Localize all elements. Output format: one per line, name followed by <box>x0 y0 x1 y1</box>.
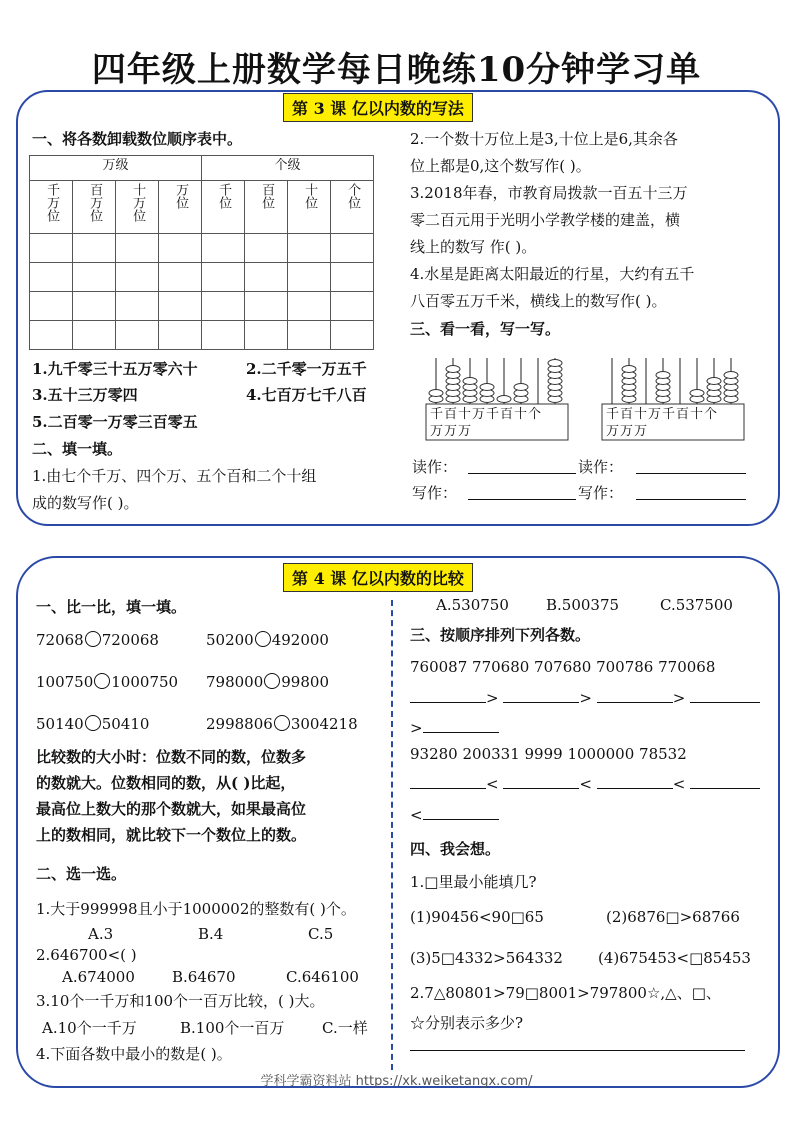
col-qianwan: 千万位 <box>30 181 73 234</box>
l3-q3-line3: 线上的数写 作( )。 <box>410 238 537 256</box>
abacus-right-labels-2: 万万万 <box>606 424 649 439</box>
l4-section4-title: 四、我会想。 <box>410 840 501 858</box>
col-qian: 千位 <box>202 181 245 234</box>
compare-2: 50200 492000 <box>206 631 329 649</box>
compare-3: 100750 1000750 <box>36 673 179 691</box>
item-5: 5.二百零一万零三百零五 <box>32 413 198 431</box>
item-3: 3.五十三万零四 <box>32 386 138 404</box>
order-row-1: 760087 770680 707680 700786 770068 <box>410 658 716 676</box>
lesson4-header: 第 4 课 亿以内数的比较 <box>283 563 473 592</box>
choice-2-a[interactable]: A.674000 <box>62 968 135 986</box>
col-wan: 万位 <box>159 181 202 234</box>
group-ge: 个级 <box>202 156 374 181</box>
column-divider <box>391 600 393 1070</box>
choice-3-c[interactable]: C.一样 <box>322 1019 368 1037</box>
abacus-left-labels: 千百十万千百十个 <box>430 407 543 422</box>
answer-blank[interactable] <box>423 718 499 733</box>
page-title: 四年级上册数学每日晚练10分钟学习单 <box>91 50 702 90</box>
answer-blank[interactable] <box>410 688 486 703</box>
l3-q3-line1: 3.2018年春，市教育局拨款一百五十三万 <box>410 184 688 202</box>
order-row-2: 93280 200331 9999 1000000 78532 <box>410 745 687 763</box>
rule-line-2: 的数就大。位数相同的数，从( )比起， <box>36 774 296 792</box>
choice-1-c[interactable]: C.5 <box>308 925 334 943</box>
compare-5: 50140 50410 <box>36 715 150 733</box>
answer-blank[interactable] <box>597 774 673 789</box>
choice-4: 4.下面各数中最小的数是( )。 <box>36 1045 232 1063</box>
table-row <box>30 321 374 350</box>
think-2-line2: ☆分别表示多少? <box>410 1014 524 1032</box>
think-1-item-4: (4)675453<□85453 <box>598 949 751 967</box>
write-line-left[interactable] <box>468 499 576 500</box>
l3-q1-line2: 成的数写作( )。 <box>32 494 139 512</box>
abacus-left-labels-2: 万万万 <box>430 424 473 439</box>
place-value-table <box>29 155 374 350</box>
rule-line-3: 最高位上数大的那个数就大，如果最高位 <box>36 800 307 818</box>
read-line-right[interactable] <box>636 473 746 474</box>
l3-section2-title: 二、填一填。 <box>32 440 123 458</box>
choice-1: 1.大于999998且小于1000002的整数有( )个。 <box>36 900 356 918</box>
read-line-left[interactable] <box>468 473 576 474</box>
rule-line-4: 上的数相同，就比较下一个数位上的数。 <box>36 826 307 844</box>
l3-q1-line1: 1.由七个千万、四个万、五个百和二个十组 <box>32 467 317 485</box>
compare-circle[interactable] <box>94 673 110 689</box>
choice-1-a[interactable]: A.3 <box>88 925 114 943</box>
choice-1-b[interactable]: B.4 <box>198 925 224 943</box>
order-row-1-blanks: > > > <box>410 688 760 707</box>
compare-circle[interactable] <box>85 715 101 731</box>
answer-blank[interactable] <box>423 805 499 820</box>
compare-circle[interactable] <box>274 715 290 731</box>
col-baiwan: 百万位 <box>73 181 116 234</box>
think-1-item-1: (1)90456<90□65 <box>410 908 544 926</box>
choice-2-b[interactable]: B.64670 <box>172 968 236 986</box>
answer-blank[interactable] <box>503 774 579 789</box>
l3-q2-line1: 2.一个数十万位上是3,十位上是6,其余各 <box>410 130 678 148</box>
choice-3-a[interactable]: A.10个一千万 <box>42 1019 137 1037</box>
table-row <box>30 234 374 263</box>
l3-section3-title: 三、看一看，写一写。 <box>410 320 561 338</box>
order-row-2-tail: < <box>410 805 499 824</box>
item-1: 1.九千零三十五万零六十 <box>32 360 198 378</box>
compare-circle[interactable] <box>255 631 271 647</box>
l3-q3-line2: 零二百元用于光明小学教学楼的建盖，横 <box>410 211 681 229</box>
think-1-item-2: (2)6876□>68766 <box>606 908 740 926</box>
l3-q4-line1: 4.水星是距离太阳最近的行星，大约有五千 <box>410 265 695 283</box>
answer-blank[interactable] <box>690 688 760 703</box>
order-row-2-blanks: < < < <box>410 774 760 793</box>
read-label-right: 读作： <box>578 458 624 476</box>
rule-line-1: 比较数的大小时：位数不同的数，位数多 <box>36 748 307 766</box>
compare-circle[interactable] <box>264 673 280 689</box>
read-label-left: 读作： <box>412 458 458 476</box>
write-label-right: 写作： <box>578 484 624 502</box>
item-2: 2.二千零一万五千 <box>246 360 367 378</box>
l3-section1-title: 一、将各数卸载数位顺序表中。 <box>32 130 243 148</box>
col-shi: 十位 <box>288 181 331 234</box>
choice-4-a[interactable]: A.530750 <box>436 596 509 614</box>
order-row-1-tail: > <box>410 718 499 737</box>
write-line-right[interactable] <box>636 499 746 500</box>
think-1-item-3: (3)5□4332>564332 <box>410 949 563 967</box>
col-bai: 百位 <box>245 181 288 234</box>
think-2-answer-line[interactable] <box>410 1050 745 1051</box>
abacus-right-labels: 千百十万千百十个 <box>606 407 719 422</box>
compare-1: 72068 720068 <box>36 631 159 649</box>
choice-4-b[interactable]: B.500375 <box>546 596 620 614</box>
l3-q4-line2: 八百零五万千米，横线上的数写作( )。 <box>410 292 667 310</box>
l4-section2-title: 二、选一选。 <box>36 865 127 883</box>
lesson3-header: 第 3 课 亿以内数的写法 <box>283 93 473 122</box>
choice-4-c[interactable]: C.537500 <box>660 596 733 614</box>
choice-3: 3.10个一千万和100个一百万比较，( )大。 <box>36 992 325 1010</box>
compare-6: 2998806 3004218 <box>206 715 358 733</box>
choice-3-b[interactable]: B.100个一百万 <box>180 1019 285 1037</box>
col-ge: 个位 <box>331 181 374 234</box>
write-label-left: 写作： <box>412 484 458 502</box>
col-shiwan: 十万位 <box>116 181 159 234</box>
group-wan: 万级 <box>30 156 202 181</box>
think-1: 1.□里最小能填几? <box>410 873 537 891</box>
answer-blank[interactable] <box>503 688 579 703</box>
item-4: 4.七百万七千八百 <box>246 386 367 404</box>
table-row <box>30 292 374 321</box>
l4-section1-title: 一、比一比，填一填。 <box>36 598 187 616</box>
think-2-line1: 2.7△80801>79□8001>797800☆,△、□、 <box>410 984 721 1002</box>
choice-2-c[interactable]: C.646100 <box>286 968 359 986</box>
compare-4: 798000 99800 <box>206 673 329 691</box>
l3-q2-line2: 位上都是0,这个数写作( )。 <box>410 157 591 175</box>
choice-2: 2.646700<( ) <box>36 946 137 964</box>
answer-blank[interactable] <box>690 774 760 789</box>
answer-blank[interactable] <box>410 774 486 789</box>
l4-section3-title: 三、按顺序排列下列各数。 <box>410 626 591 644</box>
answer-blank[interactable] <box>597 688 673 703</box>
footer-watermark: 学科学霸资料站 https://xk.weiketangx.com/ <box>260 1074 533 1089</box>
compare-circle[interactable] <box>85 631 101 647</box>
table-row <box>30 263 374 292</box>
